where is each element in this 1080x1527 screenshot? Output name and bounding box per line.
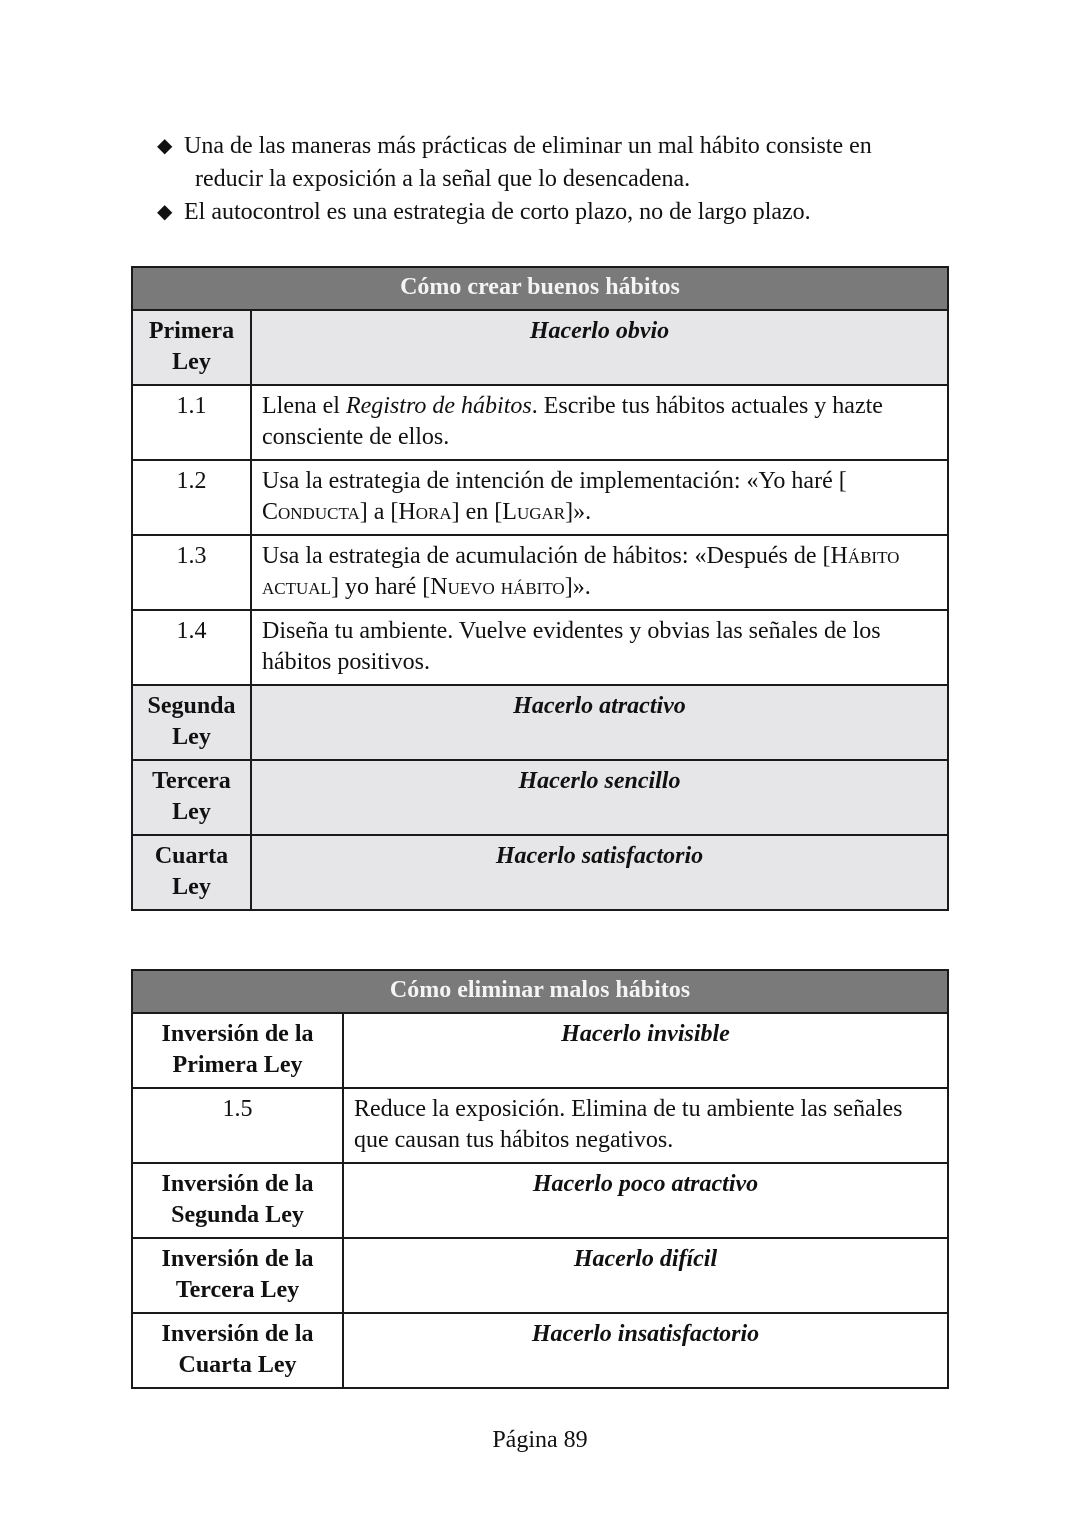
- table-row: 1.3 Usa la estrategia de acumulación de hábitos: «Después de [Hábito actual] yo haré [Nuevo hábito]».: [132, 535, 948, 610]
- bullet-list: [157, 130, 957, 229]
- law-row: Tercera Ley Hacerlo sencillo: [132, 760, 948, 835]
- bullet-item: ◆ El autocontrol es una estrategia de corto plazo, no de largo plazo.: [157, 196, 957, 229]
- law-row: Inversión de la Segunda Ley Hacerlo poco atractivo: [132, 1163, 948, 1238]
- table-row: 1.2 Usa la estrategia de intención de implementación: «Yo haré [ Conducta] a [Hora] en [Lugar]».: [132, 460, 948, 535]
- law-row: Primera Ley Hacerlo obvio: [132, 310, 948, 385]
- bullet-item: ◆ Una de las maneras más prácticas de eliminar un mal hábito consiste en reducir la exposición a la señal que lo desencadena.: [157, 130, 957, 196]
- good-habits-table: [131, 266, 949, 911]
- law-row: Inversión de la Cuarta Ley Hacerlo insatisfactorio: [132, 1313, 948, 1388]
- table-row: 1.1 Llena el Registro de hábitos. Escribe tus hábitos actuales y hazte consciente de ellos.: [132, 385, 948, 460]
- law-row: Inversión de la Tercera Ley Hacerlo difícil: [132, 1238, 948, 1313]
- diamond-bullet-icon: ◆: [157, 201, 173, 223]
- law-row: Inversión de la Primera Ley Hacerlo invisible: [132, 1013, 948, 1088]
- table-title: Cómo eliminar malos hábitos: [132, 970, 948, 1013]
- table-row: 1.5 Reduce la exposición. Elimina de tu ambiente las señales que causan tus hábitos negativos.: [132, 1088, 948, 1163]
- diamond-bullet-icon: ◆: [157, 135, 173, 157]
- page-number: Página 89: [492, 1427, 588, 1453]
- table-row: 1.4 Diseña tu ambiente. Vuelve evidentes y obvias las señales de los hábitos positivos.: [132, 610, 948, 685]
- table-title: Cómo crear buenos hábitos: [132, 267, 948, 310]
- law-row: Cuarta Ley Hacerlo satisfactorio: [132, 835, 948, 910]
- bad-habits-table: [131, 969, 949, 1389]
- law-row: Segunda Ley Hacerlo atractivo: [132, 685, 948, 760]
